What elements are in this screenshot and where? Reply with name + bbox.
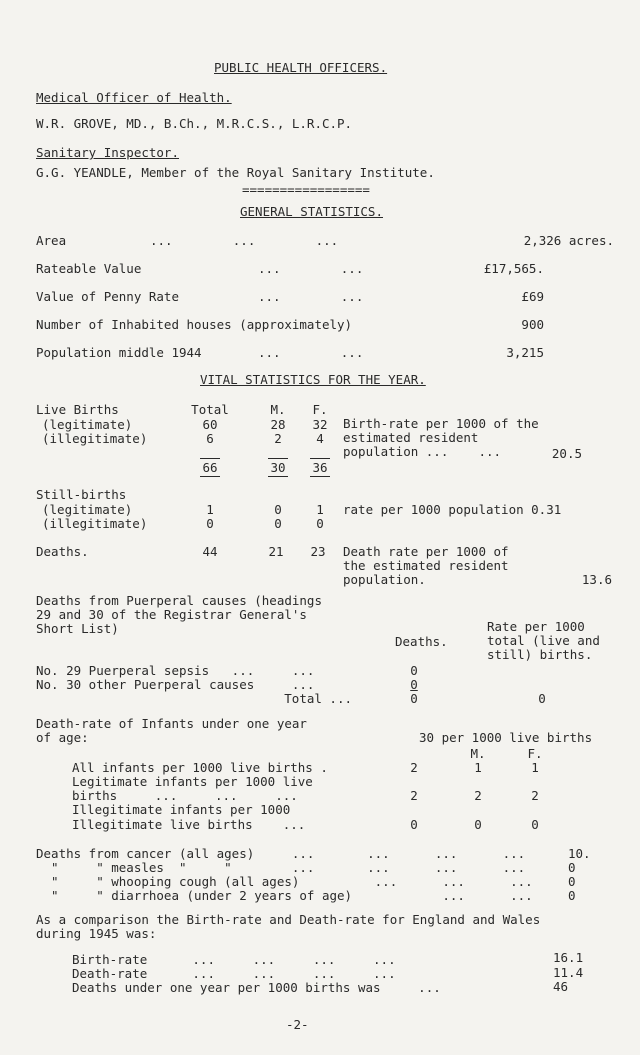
vital-heading: VITAL STATISTICS FOR THE YEAR. xyxy=(200,372,426,387)
general-row-value: 3,215 xyxy=(506,345,544,360)
deaths-label: Deaths. xyxy=(36,544,89,559)
total-underline xyxy=(268,476,288,477)
officers-heading: PUBLIC HEALTH OFFICERS. xyxy=(214,60,388,75)
puerperal-deaths-header: Deaths. xyxy=(395,634,448,649)
comparison-intro: As a comparison the Birth-rate and Death-rate for England and Wales xyxy=(36,912,541,927)
live-total-total: 66 xyxy=(202,460,218,475)
still-illegit-label: (illegitimate) xyxy=(42,516,148,531)
still-illegit-f: 0 xyxy=(316,516,324,531)
comparison-intro: during 1945 was: xyxy=(36,926,157,941)
death-rate-note: Death rate per 1000 of xyxy=(343,544,509,559)
infant-row-value: 2 xyxy=(410,788,418,803)
general-heading: GENERAL STATISTICS. xyxy=(240,204,383,219)
puerperal-total-label: Total ... xyxy=(284,691,352,706)
comparison-row-label: Death-rate ... ... ... ... xyxy=(72,966,396,981)
cause-row-label: " " diarrhoea (under 2 years of age) ... ... xyxy=(36,888,533,903)
puerperal-row-value: 0 xyxy=(410,677,418,692)
comparison-row-label: Birth-rate ... ... ... ... xyxy=(72,952,396,967)
infant-row-value: 2 xyxy=(474,788,482,803)
infant-row-label: All infants per 1000 live births . xyxy=(72,760,328,775)
live-total-m: 30 xyxy=(270,460,286,475)
moh-name: W.R. GROVE, MD., B.Ch., M.R.C.S., L.R.C.P. xyxy=(36,116,353,131)
cause-row-label: " " measles " " ... ... ... ... xyxy=(36,860,526,875)
total-rule xyxy=(268,458,288,459)
infant-row-value: 1 xyxy=(474,760,482,775)
cause-row-value: 0 xyxy=(568,860,576,875)
infant-col-f: F. xyxy=(527,746,543,761)
still-illegit-m: 0 xyxy=(274,516,282,531)
infant-row-label: Illegitimate infants per 1000 xyxy=(72,802,291,817)
comparison-row-label: Deaths under one year per 1000 births was ... xyxy=(72,980,441,995)
puerperal-intro: Short List) xyxy=(36,621,119,636)
illegit-label: (illegitimate) xyxy=(42,431,148,446)
page-number: -2- xyxy=(286,1017,309,1032)
puerperal-rate-header: total (live and xyxy=(487,633,600,648)
live-illegit-f: 4 xyxy=(316,431,324,446)
birth-rate-note: Birth-rate per 1000 of the xyxy=(343,416,539,431)
puerperal-total-value: 0 xyxy=(410,691,418,706)
death-rate-note: the estimated resident xyxy=(343,558,509,573)
deaths-f: 23 xyxy=(310,544,326,559)
col-f-header: F. xyxy=(312,402,328,417)
general-row-value: £17,565. xyxy=(483,261,544,276)
general-row-label: Rateable Value xyxy=(36,261,142,276)
legit-label: (legitimate) xyxy=(42,417,133,432)
general-row-dots: ... ... xyxy=(258,261,364,276)
still-legit-f: 1 xyxy=(316,502,324,517)
infant-row-label: births ... ... ... xyxy=(72,788,298,803)
total-rule xyxy=(310,458,330,459)
still-legit-label: (legitimate) xyxy=(42,502,133,517)
general-row-dots: ... ... xyxy=(258,345,364,360)
deaths-m: 21 xyxy=(268,544,284,559)
section-divider: ================= xyxy=(242,182,370,197)
total-underline xyxy=(200,476,220,477)
death-rate-note: population. xyxy=(343,572,426,587)
birth-rate-note: population ... ... xyxy=(343,444,502,459)
infant-row-label: Legitimate infants per 1000 live xyxy=(72,774,313,789)
general-row-label: Population middle 1944 xyxy=(36,345,202,360)
infant-row-value: 0 xyxy=(410,817,418,832)
live-legit-total: 60 xyxy=(202,417,218,432)
comparison-row-value: 11.4 xyxy=(553,965,584,980)
puerperal-rate-value: 0 xyxy=(538,691,546,706)
puerperal-row-label: No. 29 Puerperal sepsis ... ... xyxy=(36,663,315,678)
infant-per-header: 30 per 1000 live births xyxy=(419,730,593,745)
live-total-f: 36 xyxy=(312,460,328,475)
still-illegit-total: 0 xyxy=(206,516,214,531)
infant-row-value: 1 xyxy=(531,760,539,775)
live-illegit-total: 6 xyxy=(206,431,214,446)
puerperal-rate-header: still) births. xyxy=(487,647,593,662)
deaths-total: 44 xyxy=(202,544,218,559)
birth-rate-value: 20.5 xyxy=(551,446,582,461)
puerperal-rate-header: Rate per 1000 xyxy=(487,619,585,634)
still-legit-m: 0 xyxy=(274,502,282,517)
birth-rate-note: estimated resident xyxy=(343,430,479,445)
col-total-header: Total xyxy=(191,402,229,417)
general-row-dots: ... ... xyxy=(258,289,364,304)
puerperal-row-label: No. 30 other Puerperal causes ... xyxy=(36,677,315,692)
still-births-label: Still-births xyxy=(36,487,127,502)
puerperal-row-value: 0 xyxy=(410,663,418,678)
si-name: G.G. YEANDLE, Member of the Royal Sanitary Institute. xyxy=(36,165,435,180)
general-row-label: Number of Inhabited houses (approximately) xyxy=(36,317,353,332)
comparison-row-value: 16.1 xyxy=(553,950,584,965)
infant-intro: of age: xyxy=(36,730,89,745)
moh-title: Medical Officer of Health. xyxy=(36,90,232,105)
general-row-label: Area xyxy=(36,233,67,248)
live-births-label: Live Births xyxy=(36,402,119,417)
general-row-value: 900 xyxy=(521,317,544,332)
puerperal-intro: 29 and 30 of the Registrar General's xyxy=(36,607,307,622)
infant-row-value: 0 xyxy=(531,817,539,832)
si-title: Sanitary Inspector. xyxy=(36,145,179,160)
comparison-row-value: 46 xyxy=(553,979,569,994)
infant-row-value: 0 xyxy=(474,817,482,832)
general-row-value: £69 xyxy=(521,289,544,304)
cause-row-label: " " whooping cough (all ages) ... ... ... xyxy=(36,874,533,889)
infant-row-value: 2 xyxy=(410,760,418,775)
puerperal-intro: Deaths from Puerperal causes (headings xyxy=(36,593,322,608)
live-legit-f: 32 xyxy=(312,417,328,432)
still-legit-total: 1 xyxy=(206,502,214,517)
general-row-label: Value of Penny Rate xyxy=(36,289,179,304)
still-rate-note: rate per 1000 population 0.31 xyxy=(343,502,562,517)
general-row-dots: ... ... ... xyxy=(150,233,339,248)
infant-row-value: 2 xyxy=(531,788,539,803)
infant-col-m: M. xyxy=(470,746,486,761)
infant-row-label: Illegitimate live births ... xyxy=(72,817,306,832)
death-rate-value: 13.6 xyxy=(581,572,612,587)
cause-row-value: 10. xyxy=(568,846,591,861)
cause-row-value: 0 xyxy=(568,888,576,903)
live-illegit-m: 2 xyxy=(274,431,282,446)
total-rule xyxy=(200,458,220,459)
infant-intro: Death-rate of Infants under one year xyxy=(36,716,307,731)
general-row-value: 2,326 acres. xyxy=(523,233,614,248)
col-m-header: M. xyxy=(270,402,286,417)
total-underline xyxy=(310,476,330,477)
cause-row-label: Deaths from cancer (all ages) ... ... ... ... xyxy=(36,846,526,861)
cause-row-value: 0 xyxy=(568,874,576,889)
live-legit-m: 28 xyxy=(270,417,286,432)
